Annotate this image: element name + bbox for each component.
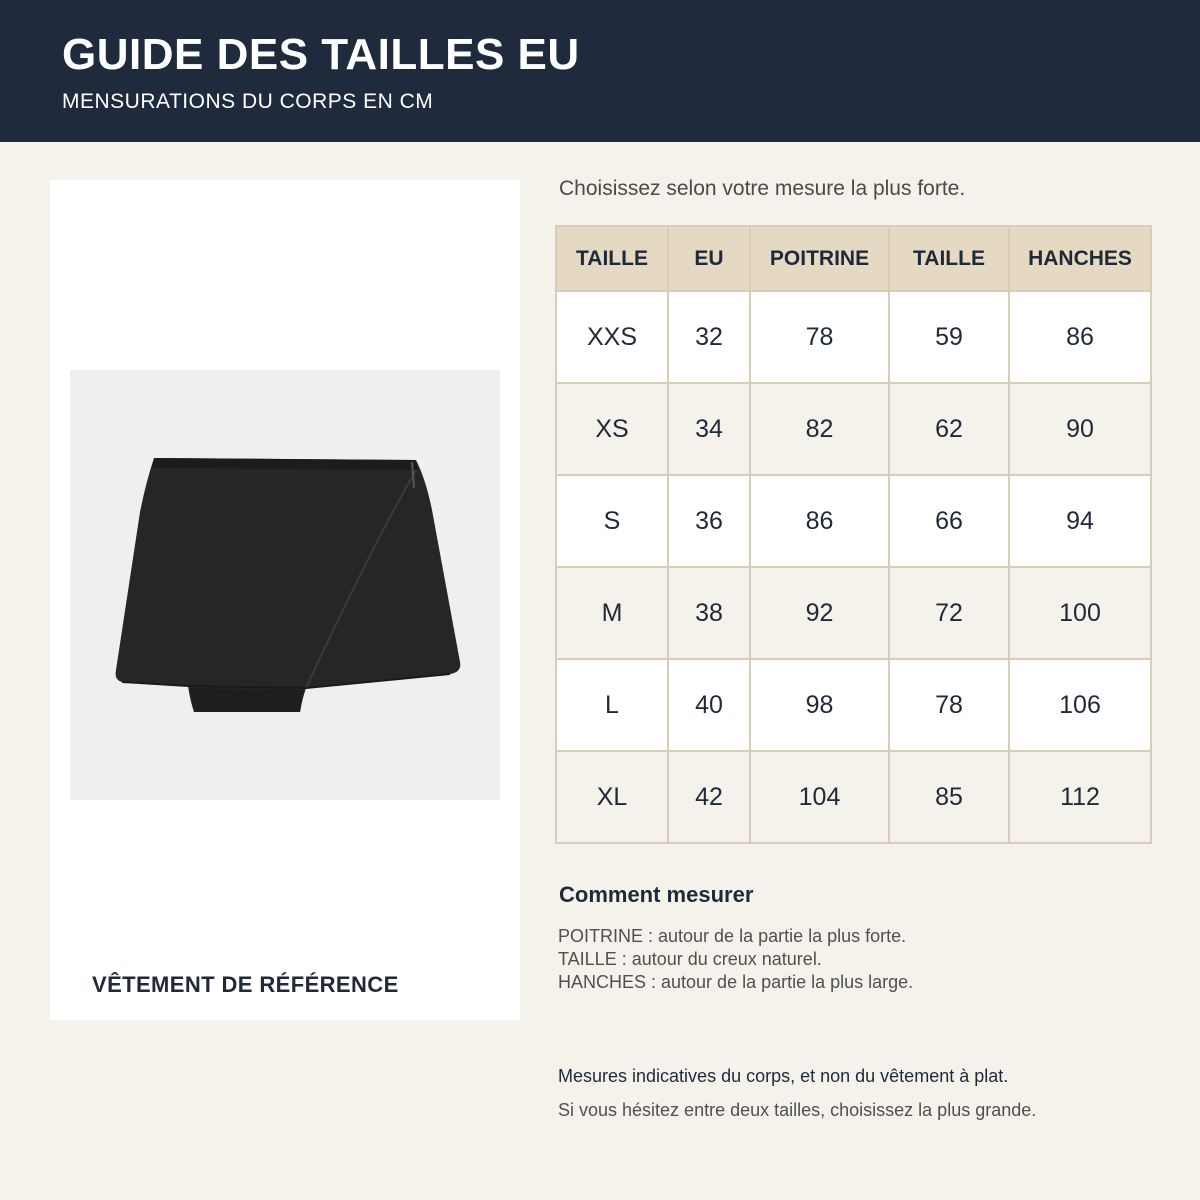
- table-row: [556, 475, 1151, 567]
- page-title: GUIDE DES TAILLES EU: [62, 30, 580, 79]
- table-row: [556, 567, 1151, 659]
- table-cell: 78: [889, 659, 1009, 751]
- advice-note: Si vous hésitez entre deux tailles, choisissez la plus grande.: [558, 1100, 1037, 1120]
- header-banner: [0, 0, 1200, 142]
- size-table: [555, 225, 1152, 844]
- table-cell: XS: [556, 383, 668, 475]
- howto-heading: Comment mesurer: [559, 882, 754, 907]
- table-cell: XL: [556, 751, 668, 843]
- column-header-poitrine: POITRINE: [750, 226, 889, 291]
- table-cell: L: [556, 659, 668, 751]
- table-cell: 62: [889, 383, 1009, 475]
- table-cell: 72: [889, 567, 1009, 659]
- table-cell: 104: [750, 751, 889, 843]
- table-row: [556, 659, 1151, 751]
- column-header-taille-waist: TAILLE: [889, 226, 1009, 291]
- howto-list: [558, 925, 913, 994]
- disclaimer-note: Mesures indicatives du corps, et non du vêtement à plat.: [558, 1066, 1009, 1086]
- table-cell: 94: [1009, 475, 1151, 567]
- table-cell: S: [556, 475, 668, 567]
- table-row: [556, 383, 1151, 475]
- skort-image: [70, 370, 500, 800]
- table-cell: 36: [668, 475, 750, 567]
- column-header-hanches: HANCHES: [1009, 226, 1151, 291]
- table-cell: 86: [1009, 291, 1151, 383]
- table-header-row: [556, 226, 1151, 291]
- table-cell: 59: [889, 291, 1009, 383]
- table-cell: XXS: [556, 291, 668, 383]
- intro-text: Choisissez selon votre mesure la plus forte.: [559, 177, 966, 200]
- table-cell: 78: [750, 291, 889, 383]
- table-cell: 34: [668, 383, 750, 475]
- garment-photo: [70, 370, 500, 800]
- table-row: [556, 751, 1151, 843]
- table-cell: 82: [750, 383, 889, 475]
- table-cell: 98: [750, 659, 889, 751]
- reference-label: VÊTEMENT DE RÉFÉRENCE: [92, 972, 399, 997]
- table-cell: 100: [1009, 567, 1151, 659]
- table-cell: 92: [750, 567, 889, 659]
- table-cell: 32: [668, 291, 750, 383]
- table-cell: 112: [1009, 751, 1151, 843]
- table-cell: 66: [889, 475, 1009, 567]
- table-cell: 38: [668, 567, 750, 659]
- table-cell: 106: [1009, 659, 1151, 751]
- table-cell: 40: [668, 659, 750, 751]
- reference-card: [50, 180, 520, 1020]
- table-cell: 85: [889, 751, 1009, 843]
- table-cell: 86: [750, 475, 889, 567]
- table-cell: 42: [668, 751, 750, 843]
- table-cell: 90: [1009, 383, 1151, 475]
- column-header-taille: TAILLE: [556, 226, 668, 291]
- table-cell: M: [556, 567, 668, 659]
- column-header-eu: EU: [668, 226, 750, 291]
- howto-line-taille: TAILLE : autour du creux naturel.: [558, 949, 822, 969]
- page-subtitle: MENSURATIONS DU CORPS EN CM: [62, 90, 434, 113]
- howto-line-poitrine: POITRINE : autour de la partie la plus forte.: [558, 926, 907, 946]
- howto-line-hanches: HANCHES : autour de la partie la plus large.: [558, 972, 914, 992]
- table-row: [556, 291, 1151, 383]
